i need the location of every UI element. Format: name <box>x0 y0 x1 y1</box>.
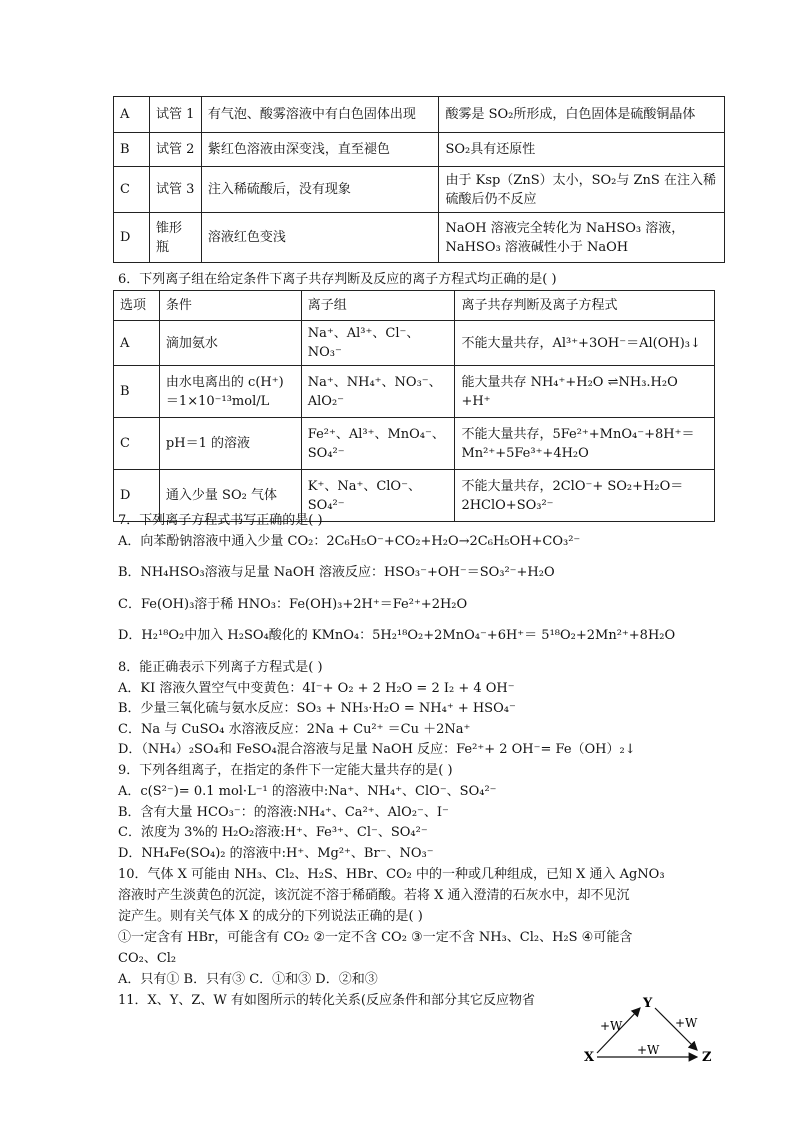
table-header-cell: 条件 <box>159 291 301 321</box>
question-10-stem-line: CO₂、Cl₂ <box>118 951 177 966</box>
label-y-to-z: +W <box>675 1016 698 1030</box>
question-7-option-a: A．向苯酚钠溶液中通入少量 CO₂：2C₆H₅O⁻+CO₂+H₂O→2C₆H₅OH+CO₃²⁻ <box>118 534 581 549</box>
table-cell: 有气泡、酸雾溶液中有白色固体出现 <box>201 97 439 133</box>
table-q6 <box>113 290 715 522</box>
table-cell: B <box>114 133 150 167</box>
table-cell: A <box>114 97 150 133</box>
conversion-diagram <box>575 990 725 1070</box>
table-header-row <box>114 291 715 321</box>
table-cell: Na⁺、NH₄⁺、NO₃⁻、AlO₂⁻ <box>301 366 455 418</box>
question-10-stem-line: 10．气体 X 可能由 NH₃、Cl₂、H₂S、HBr、CO₂ 中的一种或几种组成，已知 X 通入 AgNO₃ <box>118 867 665 882</box>
question-7-option-c: C．Fe(OH)₃溶于稀 HNO₃：Fe(OH)₃+2H⁺＝Fe²⁺+2H₂O <box>118 597 468 612</box>
label-x-to-z: +W <box>637 1043 660 1057</box>
question-8-option-c: C．Na 与 CuSO₄ 水溶液反应：2Na + Cu²⁺ ＝Cu ＋2Na⁺ <box>118 722 471 737</box>
table-row <box>114 321 715 366</box>
table-cell: 试管 1 <box>149 97 201 133</box>
question-8-option-b: B．少量三氧化硫与氨水反应：SO₃ + NH₃·H₂O = NH₄⁺ + HSO₄⁻ <box>118 701 516 716</box>
question-7-option-b: B．NH₄HSO₃溶液与足量 NaOH 溶液反应：HSO₃⁻+OH⁻＝SO₃²⁻+H₂O <box>118 565 555 580</box>
node-z: Z <box>702 1050 712 1065</box>
table-cell: K⁺、Na⁺、ClO⁻、SO₄²⁻ <box>301 470 455 522</box>
question-7-stem: 7．下列离子方程式书写正确的是( ) <box>118 513 323 528</box>
question-10-stem-line: 淀产生。则有关气体 X 的成分的下列说法正确的是( ) <box>118 909 423 924</box>
question-10-options: A．只有① B．只有③ C．①和③ D．②和③ <box>118 972 378 987</box>
table-cell: SO₂具有还原性 <box>439 133 725 167</box>
table-cell: C <box>114 167 150 213</box>
label-x-to-y: +W <box>600 1019 623 1033</box>
question-8-option-a: A．KI 溶液久置空气中变黄色：4I⁻+ O₂ + 2 H₂O = 2 I₂ + 4 OH⁻ <box>118 681 515 696</box>
table-cell: Fe²⁺、Al³⁺、MnO₄⁻、SO₄²⁻ <box>301 418 455 470</box>
table-cell: 不能大量共存，Al³⁺+3OH⁻＝Al(OH)₃↓ <box>455 321 715 366</box>
node-x: X <box>584 1050 595 1065</box>
question-9-option-b: B．含有大量 HCO₃⁻：的溶液:NH₄⁺、Ca²⁺、AlO₂⁻、I⁻ <box>118 805 449 820</box>
table-header-cell: 离子共存判断及离子方程式 <box>455 291 715 321</box>
table-cell: 能大量共存 NH₄⁺+H₂O ⇌NH₃.H₂O +H⁺ <box>455 366 715 418</box>
table-cell: 锥形瓶 <box>149 213 201 263</box>
question-8-stem: 8．能正确表示下列离子方程式是( ) <box>118 660 323 675</box>
node-y: Y <box>643 996 653 1011</box>
table-cell: D <box>114 470 160 522</box>
table-cell: 酸雾是 SO₂所形成，白色固体是硫酸铜晶体 <box>439 97 725 133</box>
table-cell: 注入稀硫酸后，没有现象 <box>201 167 439 213</box>
table-cell: 由于 Ksp（ZnS）太小，SO₂与 ZnS 在注入稀硫酸后仍不反应 <box>439 167 725 213</box>
table-q5 <box>113 96 725 263</box>
table-cell: C <box>114 418 160 470</box>
question-10-stem-line: 溶液时产生淡黄色的沉淀，该沉淀不溶于稀硝酸。若将 X 通入澄清的石灰水中，却不见沉 <box>118 888 630 903</box>
question-9-option-c: C．浓度为 3%的 H₂O₂溶液:H⁺、Fe³⁺、Cl⁻、SO₄²⁻ <box>118 825 428 840</box>
question-10-stem-line: ①一定含有 HBr，可能含有 CO₂ ②一定不含 CO₂ ③一定不含 NH₃、Cl₂、H₂S ④可能含 <box>118 930 633 945</box>
table-cell: 不能大量共存，5Fe²⁺+MnO₄⁻+8H⁺＝Mn²⁺+5Fe³⁺+4H₂O <box>455 418 715 470</box>
table-row <box>114 418 715 470</box>
table-cell: B <box>114 366 160 418</box>
table-row <box>114 167 725 213</box>
question-9-stem: 9．下列各组离子，在指定的条件下一定能大量共存的是( ) <box>118 763 453 778</box>
table-cell: 由水电离出的 c(H⁺)＝1×10⁻¹³mol/L <box>159 366 301 418</box>
question-9-option-a: A．c(S²⁻)= 0.1 mol·L⁻¹ 的溶液中:Na⁺、NH₄⁺、ClO⁻、SO₄²⁻ <box>118 784 497 799</box>
question-7-option-d: D．H₂¹⁸O₂中加入 H₂SO₄酸化的 KMnO₄：5H₂¹⁸O₂+2MnO₄⁻+6H⁺＝ 5¹⁸O₂+2Mn²⁺+8H₂O <box>118 628 676 643</box>
table-cell: 试管 2 <box>149 133 201 167</box>
table-cell: 滴加氨水 <box>159 321 301 366</box>
table-row <box>114 213 725 263</box>
table-cell: A <box>114 321 160 366</box>
table-cell: 试管 3 <box>149 167 201 213</box>
table-cell: Na⁺、Al³⁺、Cl⁻、NO₃⁻ <box>301 321 455 366</box>
table-header-cell: 选项 <box>114 291 160 321</box>
question-8-option-d: D．（NH₄）₂SO₄和 FeSO₄混合溶液与足量 NaOH 反应：Fe²⁺+ 2 OH⁻= Fe（OH）₂↓ <box>118 742 636 757</box>
question-11-stem: 11．X、Y、Z、W 有如图所示的转化关系(反应条件和部分其它反应物省 <box>118 993 535 1008</box>
table-row <box>114 97 725 133</box>
table-cell: D <box>114 213 150 263</box>
table-cell: 紫红色溶液由深变浅，直至褪色 <box>201 133 439 167</box>
table-cell: 通入少量 SO₂ 气体 <box>159 470 301 522</box>
question-6-stem: 6．下列离子组在给定条件下离子共存判断及反应的离子方程式均正确的是( ) <box>118 272 557 287</box>
table-cell: NaOH 溶液完全转化为 NaHSO₃ 溶液，NaHSO₃ 溶液碱性小于 NaOH <box>439 213 725 263</box>
table-cell: pH＝1 的溶液 <box>159 418 301 470</box>
table-cell: 不能大量共存，2ClO⁻+ SO₂+H₂O＝2HClO+SO₃²⁻ <box>455 470 715 522</box>
table-row <box>114 133 725 167</box>
table-header-cell: 离子组 <box>301 291 455 321</box>
table-cell: 溶液红色变浅 <box>201 213 439 263</box>
table-row <box>114 366 715 418</box>
question-9-option-d: D．NH₄Fe(SO₄)₂ 的溶液中:H⁺、Mg²⁺、Br⁻、NO₃⁻ <box>118 846 434 861</box>
